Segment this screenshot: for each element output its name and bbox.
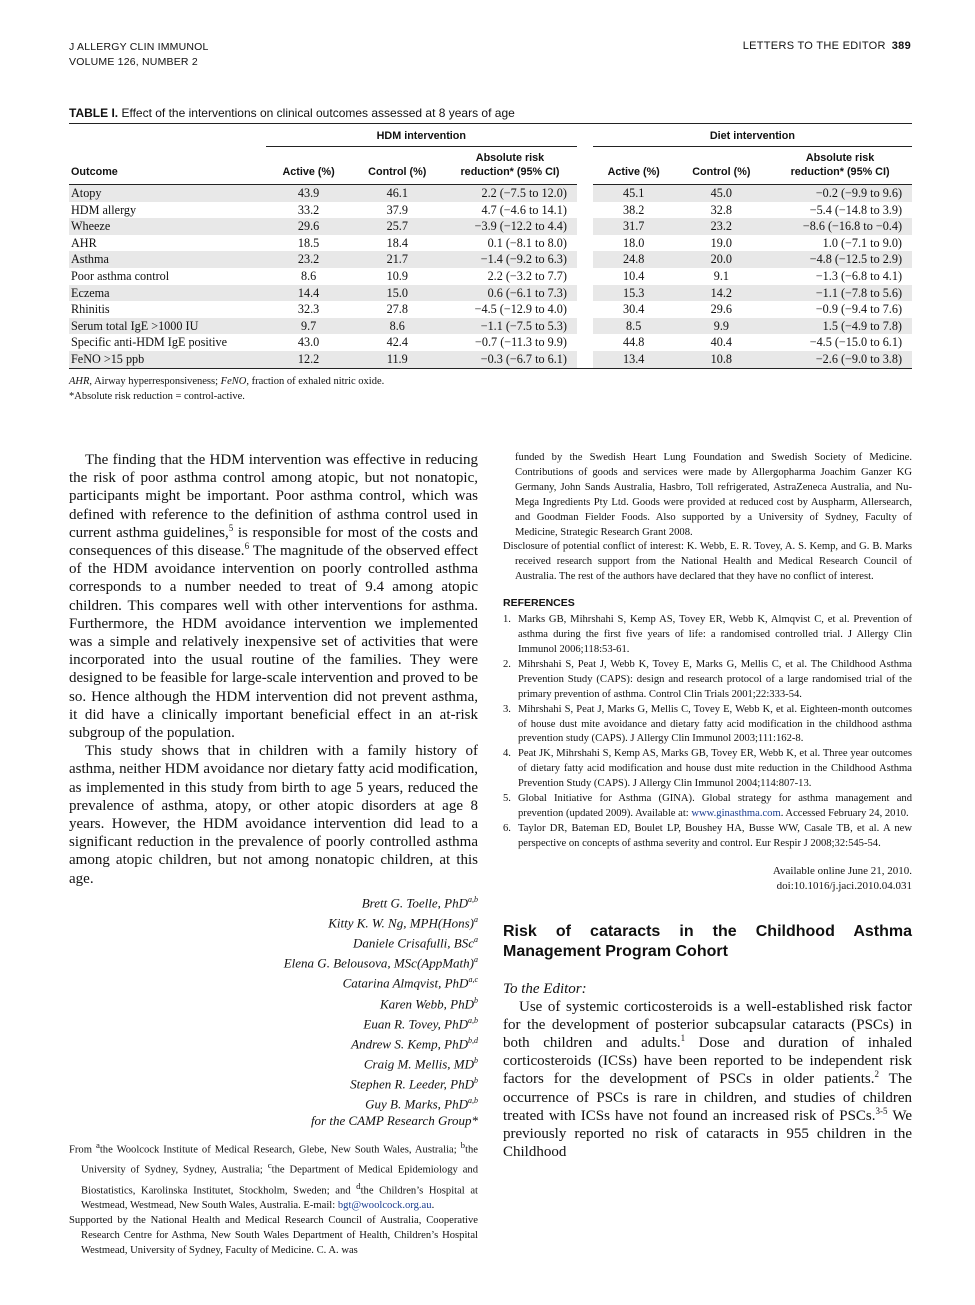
outcome-cell: FeNO >15 ppb bbox=[69, 351, 266, 368]
author-name: for the CAMP Research Group* bbox=[310, 1113, 478, 1129]
col-header-outcome: Outcome bbox=[69, 147, 266, 185]
value-cell: −0.7 (−11.3 to 9.9) bbox=[475, 335, 567, 350]
value-cell: 1.5 (−4.9 to 7.8) bbox=[768, 318, 912, 335]
value-cell: −4.5 (−15.0 to 6.1) bbox=[809, 335, 902, 350]
running-header-right bbox=[743, 40, 911, 52]
value-cell: 8.5 bbox=[593, 318, 675, 335]
value-cell: 42.4 bbox=[386, 335, 408, 350]
value-cell: 23.2 bbox=[266, 251, 352, 268]
table-caption-text: Effect of the interventions on clinical outcomes assessed at 8 years of age bbox=[121, 106, 515, 120]
value-cell: −0.3 (−6.7 to 6.1) bbox=[443, 351, 577, 368]
value-cell: 46.1 bbox=[351, 185, 443, 202]
value-cell: 9.7 bbox=[266, 318, 352, 335]
value-cell: 30.4 bbox=[623, 302, 645, 317]
value-cell: −3.9 (−12.2 to 4.4) bbox=[443, 218, 577, 235]
results-table bbox=[69, 124, 912, 369]
value-cell: 18.0 bbox=[623, 235, 645, 250]
table-row bbox=[69, 334, 912, 351]
col-header-control: Control (%) bbox=[675, 147, 769, 185]
value-cell: −0.9 (−9.4 to 7.6) bbox=[815, 302, 902, 317]
value-cell: 15.3 bbox=[593, 285, 675, 302]
value-cell: −8.6 (−16.8 to −0.4) bbox=[768, 218, 912, 235]
value-cell: 20.0 bbox=[675, 251, 769, 268]
abbreviation-note: AHR, Airway hyperresponsiveness; FeNO, fraction of exhaled nitric oxide. bbox=[69, 375, 385, 387]
author-name: Karen Webb, PhD$^b$ bbox=[379, 995, 478, 1011]
value-cell: 10.9 bbox=[386, 268, 408, 283]
outcome-cell: Specific anti-HDM IgE positive bbox=[71, 335, 228, 350]
outcome-cell: HDM allergy bbox=[71, 202, 137, 217]
references-heading: REFERENCES bbox=[503, 597, 575, 610]
outcome-cell: Rhinitis bbox=[71, 302, 110, 317]
funding-block bbox=[503, 451, 912, 585]
outcome-cell: Eczema bbox=[69, 285, 266, 302]
value-cell: 45.1 bbox=[593, 185, 675, 202]
table-row bbox=[69, 285, 912, 302]
reference-link[interactable]: www.ginasthma.com bbox=[691, 807, 781, 819]
table-caption bbox=[69, 106, 912, 124]
value-cell: 32.3 bbox=[297, 302, 320, 317]
value-cell: −2.6 (−9.0 to 3.8) bbox=[768, 351, 912, 368]
running-header-left bbox=[69, 40, 209, 70]
paragraph: Use of systemic corticosteroids is a well-established risk factor for the development of posterior subcapsular cataracts (PSCs) in both children and adults.$^1$ Dose and duration of inhaled corticosteroids (ICSs) have been reported to be independent risk factors for the development of PSCs in older patients.$^2$ The occurrence of PSCs is rare in children, and studies of children treated with ICSs have not found an increased risk of PSCs.$^{3-5}$ We previously reported no risk of cataracts in 955 children in the Childhood bbox=[503, 998, 912, 1161]
table-row bbox=[69, 351, 912, 368]
value-cell: −1.1 (−7.5 to 5.3) bbox=[443, 318, 577, 335]
value-cell: 38.2 bbox=[623, 202, 645, 217]
group-header-diet: Diet intervention bbox=[593, 124, 912, 147]
table-row bbox=[69, 318, 912, 335]
reference-item: 2. Mihrshahi S, Peat J, Webb K, Tovey E, Marks G, Mellis C, et al. The Childhood Asthma Prevention Study (CAPS): design and research protocol of a large randomised trial of the primary prevention of asthma. Control Clin Trials 2001;22:333-54. bbox=[503, 658, 912, 700]
value-cell: −1.3 (−6.8 to 4.1) bbox=[815, 268, 902, 283]
table-row bbox=[69, 218, 912, 235]
section-name: LETTERS TO THE EDITOR bbox=[742, 40, 886, 52]
value-cell: 18.4 bbox=[386, 235, 408, 250]
value-cell: −0.2 (−9.9 to 9.6) bbox=[768, 185, 912, 202]
author-name: Elena G. Belousova, MSc(AppMath)$^a$ bbox=[283, 955, 478, 971]
value-cell: 23.2 bbox=[675, 218, 769, 235]
value-cell: −4.8 (−12.5 to 2.9) bbox=[768, 251, 912, 268]
value-cell: −1.1 (−7.8 to 5.6) bbox=[768, 285, 912, 302]
author-name: Craig M. Mellis, $MD^b$ bbox=[363, 1055, 478, 1072]
author-list bbox=[69, 892, 478, 1130]
col-header-control: Control (%) bbox=[351, 147, 443, 185]
table-row bbox=[69, 235, 912, 252]
journal-name: J ALLERGY CLIN IMMUNOL bbox=[69, 41, 209, 53]
value-cell: 37.9 bbox=[386, 202, 408, 217]
value-cell: 9.9 bbox=[675, 318, 769, 335]
outcome-cell: Wheeze bbox=[69, 218, 266, 235]
value-cell: 13.4 bbox=[593, 351, 675, 368]
reference-item: 1. Marks GB, Mihrshahi S, Kemp AS, Tovey ER, Webb K, Almqvist C, et al. Prevention of asthma during the first five years of life: a randomised controlled trial. J Allergy Clin Immunol 2006;118:53-61. bbox=[503, 614, 912, 655]
author-name: Guy B. Marks, PhD$^{a,b}$ bbox=[365, 1096, 478, 1112]
value-cell: 9.1 bbox=[713, 268, 729, 283]
article-title: Risk of cataracts in the Childhood Asthma Management Program Cohort bbox=[503, 922, 912, 960]
article-body bbox=[503, 998, 912, 1162]
funding-text: funded by the Swedish Heart Lung Foundation and Swedish Society of Medicine. Contributions of goods and services were made by Allergopharma Joachim Ganzer KG Germany, John Sands Australia, Hasbro, Toll refrigerated, AstraZeneca Australia, and Nu-Mega Ingredients Pty Ltd. Goods were provided at reduced cost by Auspharm, Allersearch, and Goodman Fielder Foods. Also supported by a University of Sydney, Faculty of Medicine, Strategic Research Grant 2008. bbox=[515, 452, 912, 538]
affiliation-text: From $^a$the Woolcock Institute of Medical Research, Glebe, New South Wales, Australia; $^b$the University of Sydney, Sydney, Australia; $^c$the Department of Medical Epidemiology and Biostatistics, Karolinska Institutet, Stockholm, Sweden; and $^d$the Children’s Hospital at Westmead, Westmead, New South Wales, Australia. E-mail: bgt@woolcock.org.au. bbox=[69, 1140, 479, 1212]
author-name: Brett G. Toelle, PhD$^{a,b}$ bbox=[361, 894, 478, 911]
col-header-arr: Absolute risk reduction* (95% CI) bbox=[443, 147, 577, 185]
paragraph: The finding that the HDM intervention was effective in reducing the risk of poor asthma control among atopic, but not nonatopic, participants might be important. Poor asthma control, which was defined with reference to the definition of asthma control used in current asthma guidelines,$^5$ is responsible for most of the costs and consequences of this disease.$^6$ The magnitude of the observed effect of the HDM avoidance intervention on poorly controlled asthma corresponds to a number needed to treat of 9.4 among atopic children. This compares well with other interventions for asthma. Furthermore, the HDM avoidance intervention we implemented was a simple and relatively inexpensive set of activities that were incorporated into the usual routine of the families. They were designed to be feasible for large-scale intervention and proved to be so. Hence although the HDM intervention did not prevent asthma, it did have a clinically important beneficial effect in an at-risk subgroup of the population. bbox=[69, 452, 478, 742]
email-link[interactable]: bgt@woolcock.org.au bbox=[337, 1200, 432, 1212]
value-cell: 12.2 bbox=[266, 351, 352, 368]
value-cell: 31.7 bbox=[593, 218, 675, 235]
value-cell: 14.4 bbox=[266, 285, 352, 302]
value-cell: 19.0 bbox=[710, 235, 732, 250]
table-row bbox=[69, 301, 912, 318]
value-cell: 4.7 (−4.6 to 14.1) bbox=[481, 202, 567, 217]
reference-item: 4. Peat JK, Mihrshahi S, Kemp AS, Marks GB, Tovey ER, Webb K, et al. Three year outcomes of dietary fatty acid modification and house dust mite reduction in the Childhood Asthma Prevention Study (CAPS). J Allergy Clin Immunol 2004;114:807-13. bbox=[503, 748, 912, 790]
volume-number: VOLUME 126, NUMBER 2 bbox=[69, 56, 198, 68]
col-header-arr: Absolute risk reduction* (95% CI) bbox=[768, 147, 912, 185]
value-cell: 15.0 bbox=[351, 285, 443, 302]
affiliations bbox=[69, 1138, 478, 1259]
value-cell: 45.0 bbox=[675, 185, 769, 202]
reference-list bbox=[503, 613, 912, 852]
value-cell: 43.0 bbox=[297, 335, 320, 350]
value-cell: 2.2 (−3.2 to 7.7) bbox=[487, 268, 567, 283]
outcome-cell: Asthma bbox=[69, 251, 266, 268]
outcome-cell: Serum total IgE >1000 IU bbox=[69, 318, 266, 335]
doi: doi:10.1016/j.jaci.2010.04.031 bbox=[776, 879, 912, 892]
salutation: To the Editor: bbox=[503, 980, 587, 997]
value-cell: 29.6 bbox=[266, 218, 352, 235]
page-number: 389 bbox=[891, 40, 911, 52]
author-name: Catarina Almqvist, PhD$^{a,c}$ bbox=[342, 975, 478, 991]
value-cell: 33.2 bbox=[297, 202, 320, 217]
value-cell: 25.7 bbox=[351, 218, 443, 235]
value-cell: 10.4 bbox=[623, 268, 645, 283]
asterisk-note: *Absolute risk reduction = control-active. bbox=[69, 390, 245, 402]
results-table-block bbox=[69, 106, 912, 404]
outcome-cell: Atopy bbox=[69, 185, 266, 202]
author-name: Kitty K. W. Ng, MPH(Hons)$^a$ bbox=[328, 915, 478, 931]
value-cell: 2.2 (−7.5 to 12.0) bbox=[443, 185, 577, 202]
value-cell: 32.8 bbox=[710, 202, 732, 217]
discussion-text bbox=[69, 451, 478, 888]
col-header-active: Active (%) bbox=[593, 147, 675, 185]
value-cell: 27.8 bbox=[386, 302, 408, 317]
left-column bbox=[69, 451, 478, 1259]
outcome-cell: AHR bbox=[71, 235, 97, 250]
reference-item: 6. Taylor DR, Bateman ED, Boulet LP, Boushey HA, Busse WW, Casale TB, et al. A new perspective on concepts of asthma severity and control. Eur Respir J 2008;32:545-54. bbox=[503, 822, 912, 849]
value-cell: 29.6 bbox=[710, 302, 732, 317]
table-row bbox=[69, 185, 912, 202]
author-name: Stephen R. Leeder, PhD$^b$ bbox=[350, 1076, 478, 1092]
author-name: Andrew S. Kemp, PhD$^{b,d}$ bbox=[351, 1035, 478, 1052]
value-cell: −4.5 (−12.9 to 4.0) bbox=[474, 302, 567, 317]
value-cell: 14.2 bbox=[675, 285, 769, 302]
table-row bbox=[69, 268, 912, 285]
author-name: Euan R. Tovey, PhD$^{a,b}$ bbox=[363, 1015, 478, 1031]
support-text: Supported by the National Health and Medical Research Council of Australia, Cooperative Research Centre for Asthma, New South Wales Department of Health, Children’s Hospital Westmead, University of Sydney, Faculty of Medicine. C. A. was bbox=[69, 1215, 478, 1257]
value-cell: 8.6 bbox=[351, 318, 443, 335]
value-cell: 18.5 bbox=[297, 235, 320, 250]
value-cell: 0.6 (−6.1 to 7.3) bbox=[443, 285, 577, 302]
right-column bbox=[503, 451, 912, 1161]
value-cell: 8.6 bbox=[300, 268, 317, 283]
value-cell: 40.4 bbox=[710, 335, 732, 350]
available-online: Available online June 21, 2010. bbox=[772, 864, 912, 877]
value-cell: 0.1 (−8.1 to 8.0) bbox=[487, 235, 567, 250]
value-cell: 11.9 bbox=[351, 351, 443, 368]
table-row bbox=[69, 251, 912, 268]
disclosure-text: Disclosure of potential conflict of interest: K. Webb, E. R. Tovey, A. S. Kemp, and G. B. Marks received research support from the National Health and Medical Research Council of Australia. The rest of the authors have declared that they have no conflict of interest. bbox=[503, 541, 912, 583]
group-header-hdm: HDM intervention bbox=[266, 124, 577, 147]
table-row bbox=[69, 202, 912, 219]
value-cell: 44.8 bbox=[623, 335, 645, 350]
table-label: TABLE I. bbox=[69, 106, 119, 120]
outcome-cell: Poor asthma control bbox=[71, 268, 170, 283]
value-cell: −1.4 (−9.2 to 6.3) bbox=[443, 251, 577, 268]
author-name: Daniele Crisafulli, BSc$^a$ bbox=[353, 935, 478, 951]
value-cell: 10.8 bbox=[675, 351, 769, 368]
value-cell: 24.8 bbox=[593, 251, 675, 268]
value-cell: 1.0 (−7.1 to 9.0) bbox=[822, 235, 902, 250]
value-cell: 43.9 bbox=[266, 185, 352, 202]
col-header-active: Active (%) bbox=[266, 147, 352, 185]
reference-item: 3. Mihrshahi S, Peat J, Marks G, Mellis C, Tovey E, Webb K, et al. Eighteen-month outcomes of house dust mite avoidance and dietary fatty acid modification in the childhood asthma prevention study (CAPS). J Allergy Clin Immunol 2003;111:162-8. bbox=[503, 703, 912, 745]
paragraph: This study shows that in children with a family history of asthma, neither HDM avoidance nor dietary fatty acid modification, as implemented in this study from birth to age 5 years, reduced the prevalence of asthma, atopy, or other atopic disorders at age 8 years. However, the HDM avoidance intervention did lead to a significant reduction in the prevalence of poorly controlled asthma among atopic children, but not among nonatopic children, at this age. bbox=[69, 743, 478, 887]
value-cell: 21.7 bbox=[351, 251, 443, 268]
reference-item: 5. Global Initiative for Asthma (GINA). Global strategy for asthma management and prevention (updated 2009). Available at: www.ginasthma.com. Accessed February 24, 2010. bbox=[503, 793, 912, 819]
value-cell: −5.4 (−14.8 to 3.9) bbox=[809, 202, 902, 217]
table-footnotes bbox=[69, 374, 912, 404]
publication-info bbox=[503, 864, 912, 894]
